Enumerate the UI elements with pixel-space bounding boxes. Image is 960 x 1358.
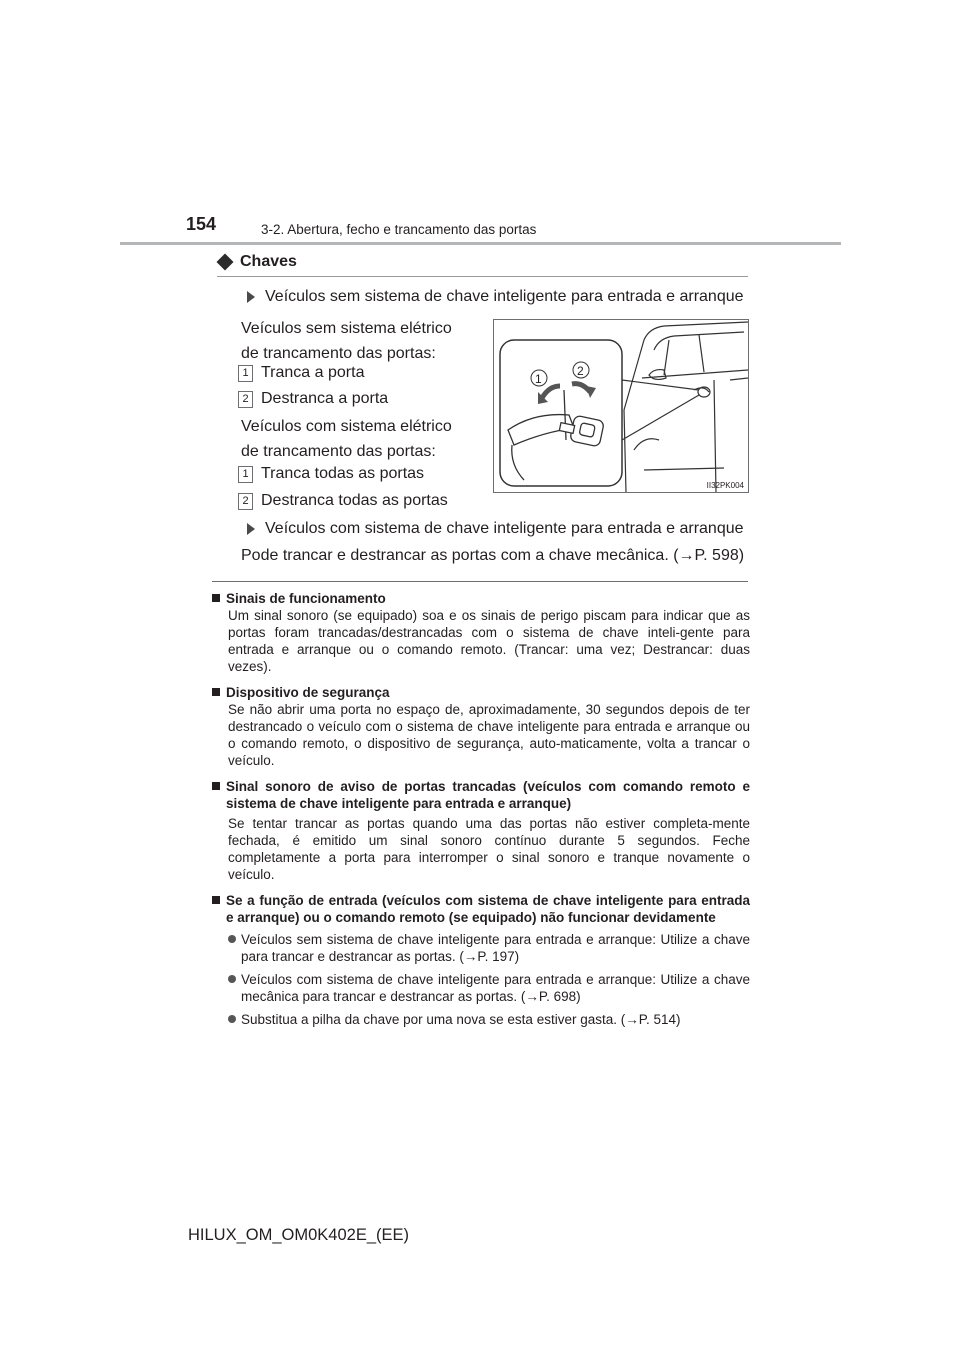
list-item-text: Veículos com sistema de chave inteligente para entrada e arranque: Utilize a chave mecânica para trancar e destrancar as portas. (→P. 698) xyxy=(241,972,750,1004)
list-item xyxy=(228,931,750,965)
without-power-lock-text xyxy=(241,316,479,366)
heading-rule xyxy=(217,276,748,277)
document-code: HILUX_OM_OM0K402E_(EE) xyxy=(188,1226,410,1244)
triangle-icon xyxy=(247,523,255,535)
figure-label-1: 1 xyxy=(535,372,542,386)
list-item-text: Destranca todas as portas xyxy=(261,492,448,509)
list-item-text: Substitua a pilha da chave por uma nova se esta estiver gasta. (→P. 514) xyxy=(241,1012,681,1027)
square-bullet-icon xyxy=(212,896,220,904)
note-heading xyxy=(212,590,750,607)
keys-heading-text: Chaves xyxy=(240,253,297,270)
subsection-without-smart-key xyxy=(247,288,744,306)
note-body: Se tentar trancar as portas quando uma das portas não estiver completa-mente fechada, é emitido um sinal sonoro contínuo durante 5 segundos. Feche completamente a porta para interromper o sinal sonoro e tranque novamente o veículo. xyxy=(228,816,750,882)
note-title: Dispositivo de segurança xyxy=(226,685,390,700)
note-body: Um sinal sonoro (se equipado) soa e os sinais de perigo piscam para indicar que as portas foram trancadas/destrancadas com o sistema de chave inteli-gente para entrada e arranque ou o comando remoto. (Trancar: uma vez; Destrancar: duas vezes). xyxy=(228,608,750,674)
note-body: Se não abrir uma porta no espaço de, aproximadamente, 30 segundos depois de ter destrancado o veículo com o sistema de chave inteligente para entrada e arranque ou o comando remoto, o dispositivo de segurança, auto-maticamente, volta a trancar o veículo. xyxy=(228,702,750,768)
subsection-with-smart-key xyxy=(247,520,744,538)
note-heading xyxy=(212,778,750,812)
square-bullet-icon xyxy=(212,688,220,696)
header-rule xyxy=(120,242,841,245)
number-badge: 2 xyxy=(238,493,253,510)
list-item xyxy=(238,390,388,408)
list-item xyxy=(228,971,750,1005)
number-badge: 1 xyxy=(238,365,253,382)
number-badge: 2 xyxy=(238,391,253,408)
subsection-title: Veículos com sistema de chave inteligente para entrada e arranque xyxy=(265,520,744,537)
note-title: Sinal sonoro de aviso de portas trancadas (veículos com comando remoto e sistema de chave inteligente para entrada e arranque) xyxy=(226,779,750,811)
number-badge: 1 xyxy=(238,466,253,483)
with-power-lock-text xyxy=(241,414,479,464)
line: Veículos com sistema elétrico xyxy=(241,418,452,435)
list-item xyxy=(238,364,364,382)
subsection-title: Veículos sem sistema de chave inteligente para entrada e arranque xyxy=(265,288,744,305)
line: de trancamento das portas: xyxy=(241,443,436,460)
figure-code: II32PK004 xyxy=(706,481,744,490)
bullet-dot-icon xyxy=(228,935,236,943)
bullet-dot-icon xyxy=(228,1015,236,1023)
note-title: Sinais de funcionamento xyxy=(226,591,386,606)
list-item xyxy=(238,492,448,510)
keys-heading xyxy=(217,253,297,271)
line: de trancamento das portas: xyxy=(241,345,436,362)
section-title: 3-2. Abertura, fecho e trancamento das portas xyxy=(261,222,537,237)
with-smart-key-text: Pode trancar e destrancar as portas com a chave mecânica. (→P. 598) xyxy=(241,547,745,564)
list-item-text: Veículos sem sistema de chave inteligente para entrada e arranque: Utilize a chave para trancar e destrancar as portas. (→P. 197) xyxy=(241,932,750,964)
list-item xyxy=(228,1011,750,1028)
page-number: 154 xyxy=(186,214,217,234)
list-item-text: Tranca todas as portas xyxy=(261,465,425,482)
bullet-dot-icon xyxy=(228,975,236,983)
key-lock-illustration xyxy=(493,319,749,493)
note-heading xyxy=(212,892,750,926)
note-title: Se a função de entrada (veículos com sistema de chave inteligente para entrada e arranque) ou o comando remoto (se equipado) não funcionar devidamente xyxy=(226,893,750,925)
list-item-text: Destranca a porta xyxy=(261,390,389,407)
notes-block xyxy=(212,590,750,1028)
section-divider xyxy=(212,581,748,582)
square-bullet-icon xyxy=(212,594,220,602)
diamond-icon xyxy=(217,254,234,271)
car-door-key-drawing xyxy=(494,320,748,492)
note-heading xyxy=(212,684,750,701)
triangle-icon xyxy=(247,291,255,303)
figure-label-2: 2 xyxy=(577,364,584,378)
line: Veículos sem sistema elétrico xyxy=(241,320,452,337)
list-item xyxy=(238,465,424,483)
list-item-text: Tranca a porta xyxy=(261,364,365,381)
square-bullet-icon xyxy=(212,782,220,790)
